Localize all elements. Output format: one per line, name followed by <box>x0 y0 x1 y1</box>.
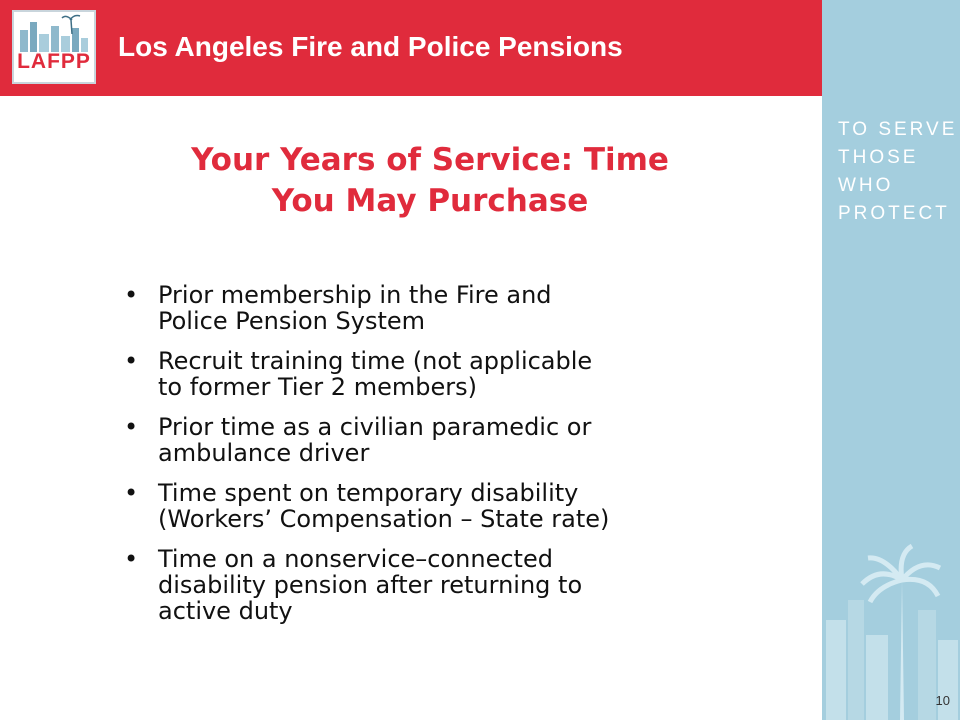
tagline <box>838 116 957 228</box>
bullet-line: active duty <box>158 597 293 625</box>
tagline-line: TO SERVE <box>838 119 958 140</box>
bullet-line: Prior time as a civilian paramedic or <box>158 413 592 441</box>
bullet-line: ambulance driver <box>158 439 370 467</box>
bullet-list <box>118 282 798 638</box>
title-line: You May Purchase <box>271 183 589 219</box>
tagline-line: WHO <box>838 175 894 196</box>
bullet-icon: • <box>124 347 139 375</box>
title-line: Your Years of Service: Time <box>191 142 669 178</box>
header-banner <box>0 0 822 96</box>
bullet-icon: • <box>124 545 139 573</box>
list-item <box>118 348 798 400</box>
list-item <box>118 282 798 334</box>
bullet-icon: • <box>124 281 139 309</box>
bullet-line: disability pension after returning to <box>158 571 583 599</box>
tagline-line: PROTECT <box>838 203 950 224</box>
bullet-line: to former Tier 2 members) <box>158 373 477 401</box>
list-item <box>118 480 798 532</box>
bullet-icon: • <box>124 413 139 441</box>
tagline-line: THOSE <box>838 147 919 168</box>
lafpp-logo <box>12 10 96 84</box>
bullet-line: (Workers’ Compensation – State rate) <box>158 505 610 533</box>
slide-title <box>60 140 800 222</box>
bullet-line: Time spent on temporary disability <box>158 479 579 507</box>
organization-name: Los Angeles Fire and Police Pensions <box>118 31 623 62</box>
bullet-line: Recruit training time (not applicable <box>158 347 593 375</box>
list-item <box>118 414 798 466</box>
bullet-line: Prior membership in the Fire and <box>158 281 552 309</box>
bullet-icon: • <box>124 479 139 507</box>
list-item <box>118 546 798 624</box>
logo-text: LAFPP <box>17 50 91 73</box>
bullet-line: Police Pension System <box>158 307 426 335</box>
page-number: 10 <box>935 693 950 708</box>
bullet-line: Time on a nonservice–connected <box>158 545 553 573</box>
